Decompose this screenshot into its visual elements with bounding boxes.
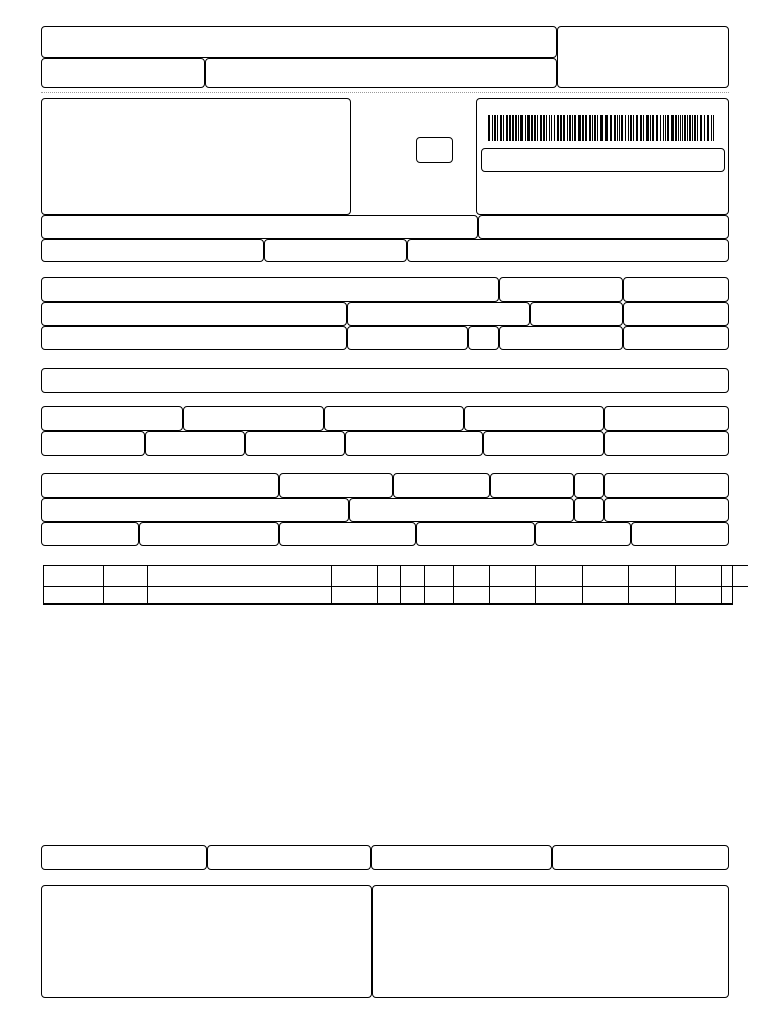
barcode-bar-9: [515, 115, 517, 141]
cut-separator: [41, 92, 729, 93]
barcode-bar-15: [534, 115, 536, 141]
footer-field-c: [371, 845, 552, 870]
barcode-bar-54: [656, 115, 658, 141]
barcode-bar-66: [689, 115, 691, 141]
barcode-bar-14: [531, 115, 533, 141]
items-table-cell-r1-c7: [453, 586, 489, 605]
signature-box-left: [41, 885, 372, 998]
barcode-bar-44: [625, 115, 626, 141]
s4-r3-c: [279, 522, 416, 546]
s3-r1-c: [324, 406, 464, 431]
barcode-bar-60: [675, 115, 677, 141]
barcode-bar-33: [589, 115, 591, 141]
items-table-cell-r1-c4: [377, 586, 400, 605]
barcode-bar-67: [692, 115, 693, 141]
items-table-cell-r0-c5: [400, 565, 424, 586]
barcode-bar-48: [636, 115, 638, 141]
barcode-bar-19: [546, 115, 547, 141]
items-table-cell-r1-c1: [103, 586, 147, 605]
s3-r2-e: [483, 431, 604, 456]
items-table-cell-r1-c0: [43, 586, 103, 605]
s2-r1-c: [623, 277, 729, 302]
info-row-left: [41, 215, 478, 239]
items-table-cell-r1-c2: [147, 586, 331, 605]
barcode-bar-56: [663, 115, 664, 141]
items-table-cell-r0-c11: [628, 565, 675, 586]
barcode-bar-41: [617, 115, 618, 141]
s4-r2-a: [41, 498, 349, 522]
s3-r2-f: [604, 431, 729, 456]
barcode-bar-39: [610, 115, 612, 141]
items-table-cell-r0-c6: [424, 565, 453, 586]
signature-box-right: [372, 885, 729, 998]
s4-r1-f: [604, 473, 729, 498]
barcode-bar-52: [650, 115, 651, 141]
barcode-bar-20: [549, 115, 550, 141]
items-table-cell-r0-c2: [147, 565, 331, 586]
items-table-cell-r0-c8: [489, 565, 535, 586]
barcode-bar-74: [713, 115, 714, 141]
barcode-bar-26: [567, 115, 568, 141]
barcode-bar-7: [509, 115, 511, 141]
s2-r3-b: [347, 326, 468, 350]
items-table-cell-r1-c3: [331, 586, 377, 605]
barcode-bar-28: [572, 115, 573, 141]
barcode-bar-63: [682, 115, 683, 141]
barcode-bar-18: [543, 115, 545, 141]
barcode-bar-61: [678, 115, 679, 141]
barcode-bar-6: [506, 115, 508, 141]
s2-r2-d: [623, 302, 729, 326]
s4-r3-e: [535, 522, 631, 546]
s3-r2-a: [41, 431, 145, 456]
s2-r1-b: [499, 277, 623, 302]
barcode-bar-17: [540, 115, 542, 141]
items-table-cell-r0-c3: [331, 565, 377, 586]
footer-field-a: [41, 845, 207, 870]
items-table-cell-r0-c12: [675, 565, 721, 586]
barcode-bar-3: [497, 115, 498, 141]
s3-r1-a: [41, 406, 183, 431]
barcode-bar-16: [537, 115, 538, 141]
header-title-field: [41, 26, 557, 58]
footer-field-b: [207, 845, 371, 870]
barcode-bar-38: [605, 115, 608, 141]
barcode-bar-68: [694, 115, 696, 141]
barcode-bar-29: [574, 115, 576, 141]
barcode-bar-73: [711, 115, 712, 141]
barcode-bar-31: [582, 115, 584, 141]
s4-r3-f: [631, 522, 729, 546]
barcode-bar-12: [525, 115, 526, 141]
s2-r1-a: [41, 277, 499, 302]
barcode-bar-51: [646, 115, 649, 141]
barcode-bar-4: [500, 115, 502, 141]
header-field-left: [41, 58, 205, 88]
s3-r1-e: [604, 406, 729, 431]
small-checkbox: [416, 137, 453, 163]
barcode-bar-42: [619, 115, 620, 141]
barcode-bar-36: [597, 115, 598, 141]
s4-r3-b: [139, 522, 279, 546]
items-table-cell-r0-c13: [721, 565, 748, 586]
s4-r1-b: [279, 473, 393, 498]
barcode-bar-24: [560, 115, 562, 141]
barcode-bar-69: [697, 115, 698, 141]
s2-r3-d: [499, 326, 623, 350]
items-table-cell-r0-c10: [582, 565, 628, 586]
items-table: [43, 565, 733, 605]
items-table-cell-r1-c13: [721, 586, 748, 605]
barcode-bar-57: [665, 115, 666, 141]
barcode-bar-22: [554, 115, 555, 141]
barcode-icon: [488, 115, 716, 141]
s2-r2-a: [41, 302, 347, 326]
s2-r3-a: [41, 326, 347, 350]
s4-r1-e: [574, 473, 604, 498]
barcode-bar-50: [643, 115, 644, 141]
barcode-bar-27: [569, 115, 571, 141]
barcode-bar-21: [551, 115, 552, 141]
items-table-cell-r1-c12: [675, 586, 721, 605]
header-field-right: [205, 58, 557, 88]
barcode-bar-59: [671, 115, 674, 141]
barcode-bar-13: [527, 115, 530, 141]
s2-r2-c: [530, 302, 623, 326]
barcode-bar-53: [652, 115, 654, 141]
items-table-cell-r1-c8: [489, 586, 535, 605]
items-table-cell-r1-c9: [535, 586, 582, 605]
barcode-bar-0: [488, 115, 490, 141]
s4-r2-d: [604, 498, 729, 522]
s3-r2-c: [245, 431, 345, 456]
s4-r3-d: [416, 522, 535, 546]
barcode-bar-62: [680, 115, 681, 141]
items-table-cell-r0-c4: [377, 565, 400, 586]
header-logo-box: [557, 26, 729, 88]
footer-field-d: [552, 845, 729, 870]
s3-full-row: [41, 368, 729, 393]
s3-r1-d: [464, 406, 604, 431]
barcode-bar-64: [684, 115, 686, 141]
barcode-bar-45: [628, 115, 629, 141]
barcode-bar-35: [594, 115, 596, 141]
s2-r3-e: [623, 326, 729, 350]
info-row2-c: [407, 239, 729, 262]
barcode-bar-46: [630, 115, 632, 141]
barcode-bar-58: [667, 115, 669, 141]
s3-r1-b: [183, 406, 324, 431]
info-row-right: [478, 215, 729, 239]
barcode-bar-71: [704, 115, 705, 141]
barcode-bar-23: [557, 115, 559, 141]
s3-r2-b: [145, 431, 245, 456]
s4-r3-a: [41, 522, 139, 546]
barcode-bar-72: [707, 115, 709, 141]
barcode-bar-8: [512, 115, 514, 141]
items-table-cell-r1-c10: [582, 586, 628, 605]
barcode-bar-2: [494, 115, 496, 141]
barcode-bar-32: [585, 115, 587, 141]
barcode-bar-40: [614, 115, 616, 141]
items-table-cell-r1-c5: [400, 586, 424, 605]
info-row2-b: [264, 239, 407, 262]
items-table-cell-r0-c9: [535, 565, 582, 586]
barcode-bar-47: [633, 115, 634, 141]
barcode-bar-65: [687, 115, 688, 141]
barcode-bar-34: [592, 115, 593, 141]
s4-r1-a: [41, 473, 279, 498]
s4-r1-d: [490, 473, 574, 498]
s3-r2-d: [345, 431, 483, 456]
barcode-bar-11: [520, 115, 523, 141]
items-table-cell-r1-c11: [628, 586, 675, 605]
barcode-number-field: [481, 148, 725, 172]
items-table-cell-r1-c6: [424, 586, 453, 605]
barcode-bar-70: [700, 115, 702, 141]
barcode-bar-43: [621, 115, 623, 141]
barcode-bar-30: [578, 115, 581, 141]
barcode-bar-5: [503, 115, 504, 141]
address-box: [41, 98, 351, 215]
s4-r1-c: [393, 473, 490, 498]
items-table-cell-r0-c1: [103, 565, 147, 586]
barcode-bar-37: [600, 115, 603, 141]
s2-r3-c: [468, 326, 499, 350]
s4-r2-b: [349, 498, 574, 522]
barcode-bar-55: [660, 115, 661, 141]
barcode-bar-10: [518, 115, 519, 141]
s2-r2-b: [347, 302, 530, 326]
barcode-bar-49: [640, 115, 642, 141]
s4-r2-c: [574, 498, 604, 522]
info-row2-a: [41, 239, 264, 262]
barcode-bar-1: [492, 115, 493, 141]
barcode-bar-25: [563, 115, 565, 141]
items-table-cell-r0-c7: [453, 565, 489, 586]
items-table-cell-r0-c0: [43, 565, 103, 586]
